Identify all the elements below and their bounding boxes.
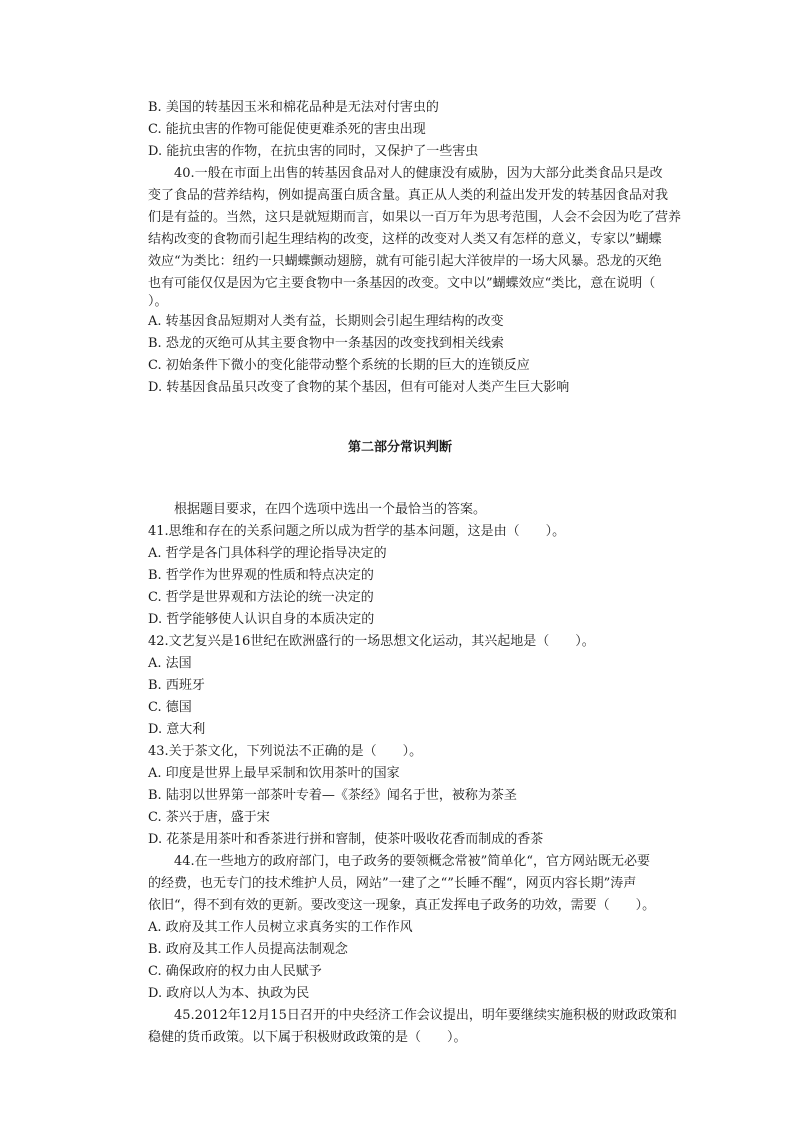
q40-text-line: 结构改变的食物而引起生理结构的改变，这样的改变对人类又有怎样的意义，专家以”蝴蝶 — [148, 232, 662, 247]
q43-question: 43.关于茶文化，下列说法不正确的是（ ）。 — [148, 744, 423, 759]
q44-text-line: 44.在一些地方的政府部门，电子政务的要领概念常被”简单化“，官方网站既无必要 — [174, 854, 650, 869]
q40-option-a: A. 转基因食品短期对人类有益，长期则会引起生理结构的改变 — [148, 314, 504, 329]
q45-text-line: 45.2012年12月15日召开的中央经济工作会议提出，明年要继续实施积极的财政政策和 — [174, 1008, 677, 1023]
q42-option-d: D. 意大利 — [148, 722, 206, 737]
section-title: 第二部分常识判断 — [347, 440, 452, 455]
q40-option-b: B. 恐龙的灭绝可从其主要食物中一条基因的改变找到相关线索 — [148, 336, 504, 351]
q43-option-a: A. 印度是世界上最早采制和饮用茶叶的国家 — [148, 766, 400, 781]
q42-question: 42.文艺复兴是16世纪在欧洲盛行的一场思想文化运动，其兴起地是（ ）。 — [148, 634, 595, 649]
q40-text-line: 也有可能仅仅是因为它主要食物中一条基因的改变。文中以”蝴蝶效应“类比，意在说明（ — [148, 276, 656, 291]
q39-option-c: C. 能抗虫害的作物可能促使更难杀死的害虫出现 — [148, 122, 426, 137]
q44-text-line: 依旧“，得不到有效的更新。要改变这一现象，真正发挥电子政务的功效，需要（ ）。 — [148, 898, 656, 913]
q44-option-c: C. 确保政府的权力由人民赋予 — [148, 964, 322, 979]
q42-option-a: A. 法国 — [148, 656, 192, 671]
q41-question: 41.思维和存在的关系问题之所以成为哲学的基本问题，这是由（ ）。 — [148, 524, 566, 539]
q41-option-d: D. 哲学能够使人认识自身的本质决定的 — [148, 612, 375, 627]
q42-option-b: B. 西班牙 — [148, 678, 205, 693]
q44-option-b: B. 政府及其工作人员提高法制观念 — [148, 942, 348, 957]
q40-text-line: 变了食品的营养结构，例如提高蛋白质含量。真正从人类的利益出发开发的转基因食品对我 — [148, 188, 669, 203]
q44-text-line: 的经费，也无专门的技术维护人员，网站”一建了之“”长睡不醒“，网页内容长期”涛声 — [148, 876, 637, 891]
q45-text-line: 稳健的货币政策。以下属于积极财政政策的是（ ）。 — [148, 1030, 467, 1045]
q40-option-d: D. 转基因食品虽只改变了食物的某个基因，但有可能对人类产生巨大影响 — [148, 380, 570, 395]
instruction-text: 根据题目要求，在四个选项中选出一个最恰当的答案。 — [174, 502, 487, 517]
q40-option-c: C. 初始条件下微小的变化能带动整个系统的长期的巨大的连锁反应 — [148, 358, 530, 373]
q44-option-d: D. 政府以人为本、执政为民 — [148, 986, 310, 1001]
q43-option-d: D. 花茶是用茶叶和香茶进行拼和窨制，使茶叶吸收花香而制成的香茶 — [148, 832, 544, 847]
q40-text-line: 效应“为类比：纽约一只蝴蝶颤动翅膀，就有可能引起大洋彼岸的一场大风暴。恐龙的灭绝 — [148, 254, 662, 269]
q41-option-c: C. 哲学是世界观和方法论的统一决定的 — [148, 590, 374, 605]
q43-option-b: B. 陆羽以世界第一部茶叶专着—《茶经》闻名于世，被称为茶圣 — [148, 788, 517, 803]
q42-option-c: C. 德国 — [148, 700, 192, 715]
q40-text-line: 40.一般在市面上出售的转基因食品对人的健康没有威胁，因为大部分此类食品只是改 — [174, 166, 663, 181]
q43-option-c: C. 茶兴于唐，盛于宋 — [148, 810, 270, 825]
q39-option-d: D. 能抗虫害的作物，在抗虫害的同时，又保护了一些害虫 — [148, 144, 479, 159]
q40-text-line: 们是有益的。当然，这只是就短期而言，如果以一百万年为思考范围，人会不会因为吃了营养 — [148, 210, 682, 225]
q41-option-a: A. 哲学是各门具体科学的理论指导决定的 — [148, 546, 387, 561]
q41-option-b: B. 哲学作为世界观的性质和特点决定的 — [148, 568, 374, 583]
q44-option-a: A. 政府及其工作人员树立求真务实的工作作风 — [148, 920, 413, 935]
q39-option-b: B. 美国的转基因玉米和棉花品种是无法对付害虫的 — [148, 100, 439, 115]
q40-text-line: ）。 — [148, 294, 168, 309]
